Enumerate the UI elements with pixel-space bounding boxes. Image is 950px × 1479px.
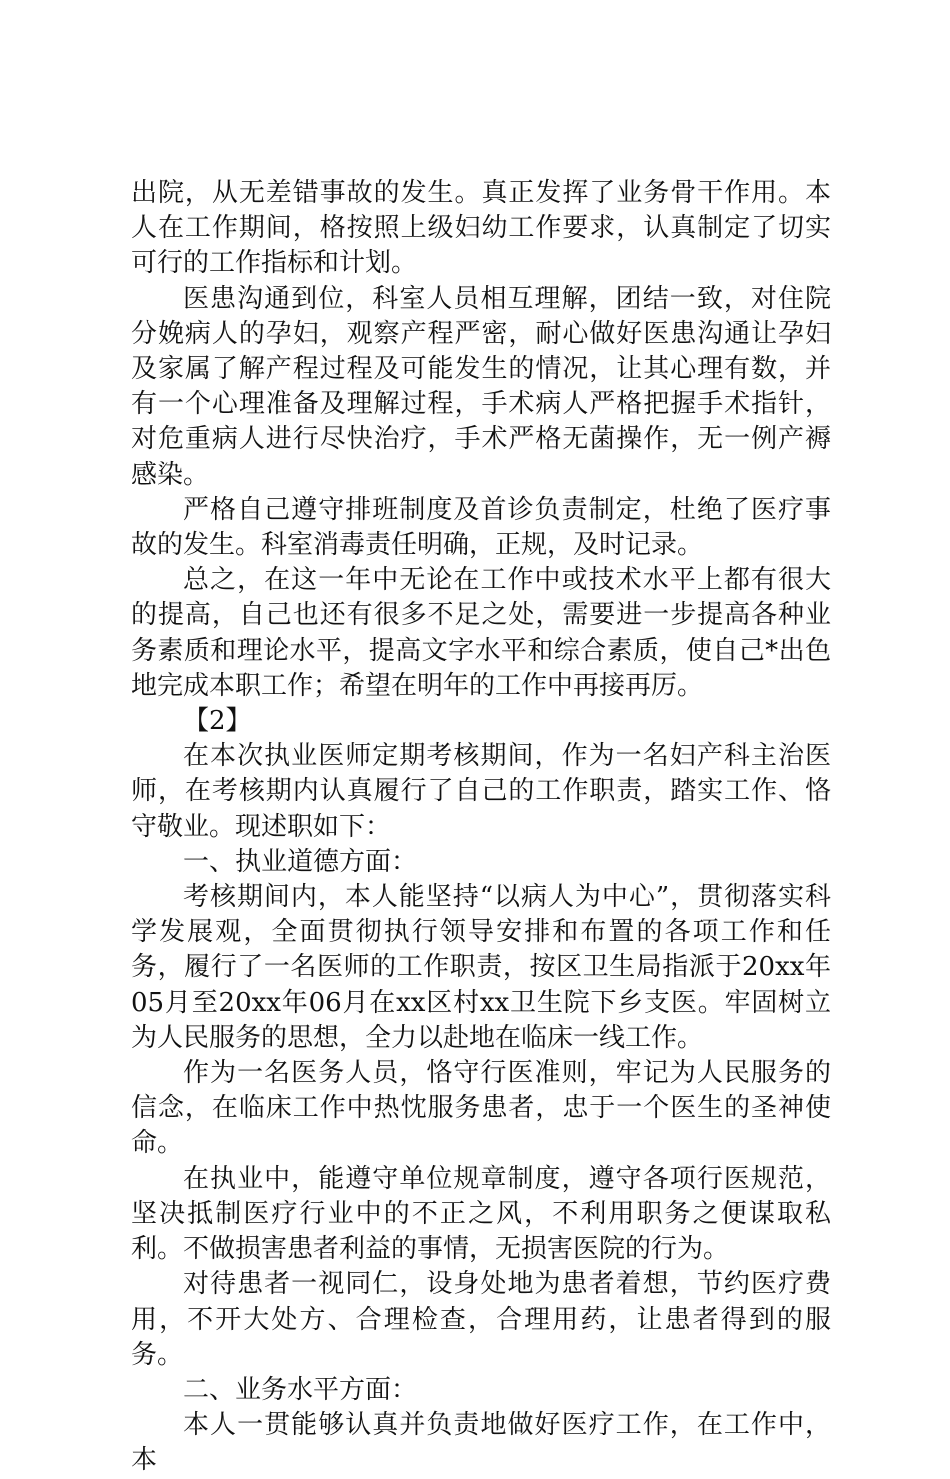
paragraph-ethics-4: 对待患者一视同仁，设身处地为患者着想，节约医疗费用，不开大处方、合理检查，合理用药，让患者得到的服务。 bbox=[131, 1269, 831, 1370]
section-heading-ethics: 一、执业道德方面： bbox=[183, 846, 418, 877]
paragraph-skills-1: 本人一贯能够认真并负责地做好医疗工作，在工作中，本 bbox=[131, 1410, 831, 1476]
paragraph-ethics-2: 作为一名医务人员，恪守行医准则，牢记为人民服务的信念，在临床工作中热忱服务患者，忠于一个医生的圣神使命。 bbox=[131, 1058, 831, 1159]
paragraph-2: 医患沟通到位，科室人员相互理解，团结一致，对住院分娩病人的孕妇，观察产程严密，耐心做好医患沟通让孕妇及家属了解产程过程及可能发生的情况，让其心理有数，并有一个心理准备及理解过程，手术病人严格把握手术指针，对危重病人进行尽快治疗，手术严格无菌操作，无一例产褥感染。 bbox=[131, 283, 831, 490]
section-number: 【2】 bbox=[183, 706, 252, 737]
section-heading-skills: 二、业务水平方面： bbox=[183, 1374, 418, 1405]
paragraph-ethics-3: 在执业中，能遵守单位规章制度，遵守各项行医规范，坚决抵制医疗行业中的不正之风，不利用职务之便谋取私利。不做损害患者利益的事情，无损害医院的行为。 bbox=[131, 1163, 831, 1265]
paragraph-intro: 在本次执业医师定期考核期间，作为一名妇产科主治医师，在考核期内认真履行了自己的工作职责，踏实工作、恪守敬业。现述职如下： bbox=[131, 741, 831, 842]
document-body bbox=[131, 176, 831, 1479]
paragraph-ethics-1: 考核期间内，本人能坚持“以病人为中心”，贯彻落实科学发展观，全面贯彻执行领导安排和布置的各项工作和任务，履行了一名医师的工作职责，按区卫生局指派于20xx年05月至20xx年06月在xx区村xx卫生院下乡支医。牢固树立为人民服务的思想，全力以赴地在临床一线工作。 bbox=[131, 882, 831, 1053]
paragraph-1: 出院，从无差错事故的发生。真正发挥了业务骨干作用。本人在工作期间，格按照上级妇幼工作要求，认真制定了切实可行的工作指标和计划。 bbox=[131, 178, 831, 279]
paragraph-4: 总之，在这一年中无论在工作中或技术水平上都有很大的提高，自己也还有很多不足之处，需要进一步提高各种业务素质和理论水平，提高文字水平和综合素质，使自己*出色地完成本职工作；希望在明年的工作中再接再厉。 bbox=[131, 565, 831, 701]
paragraph-3: 严格自己遵守排班制度及首诊负责制定，杜绝了医疗事故的发生。科室消毒责任明确，正规，及时记录。 bbox=[131, 494, 831, 561]
